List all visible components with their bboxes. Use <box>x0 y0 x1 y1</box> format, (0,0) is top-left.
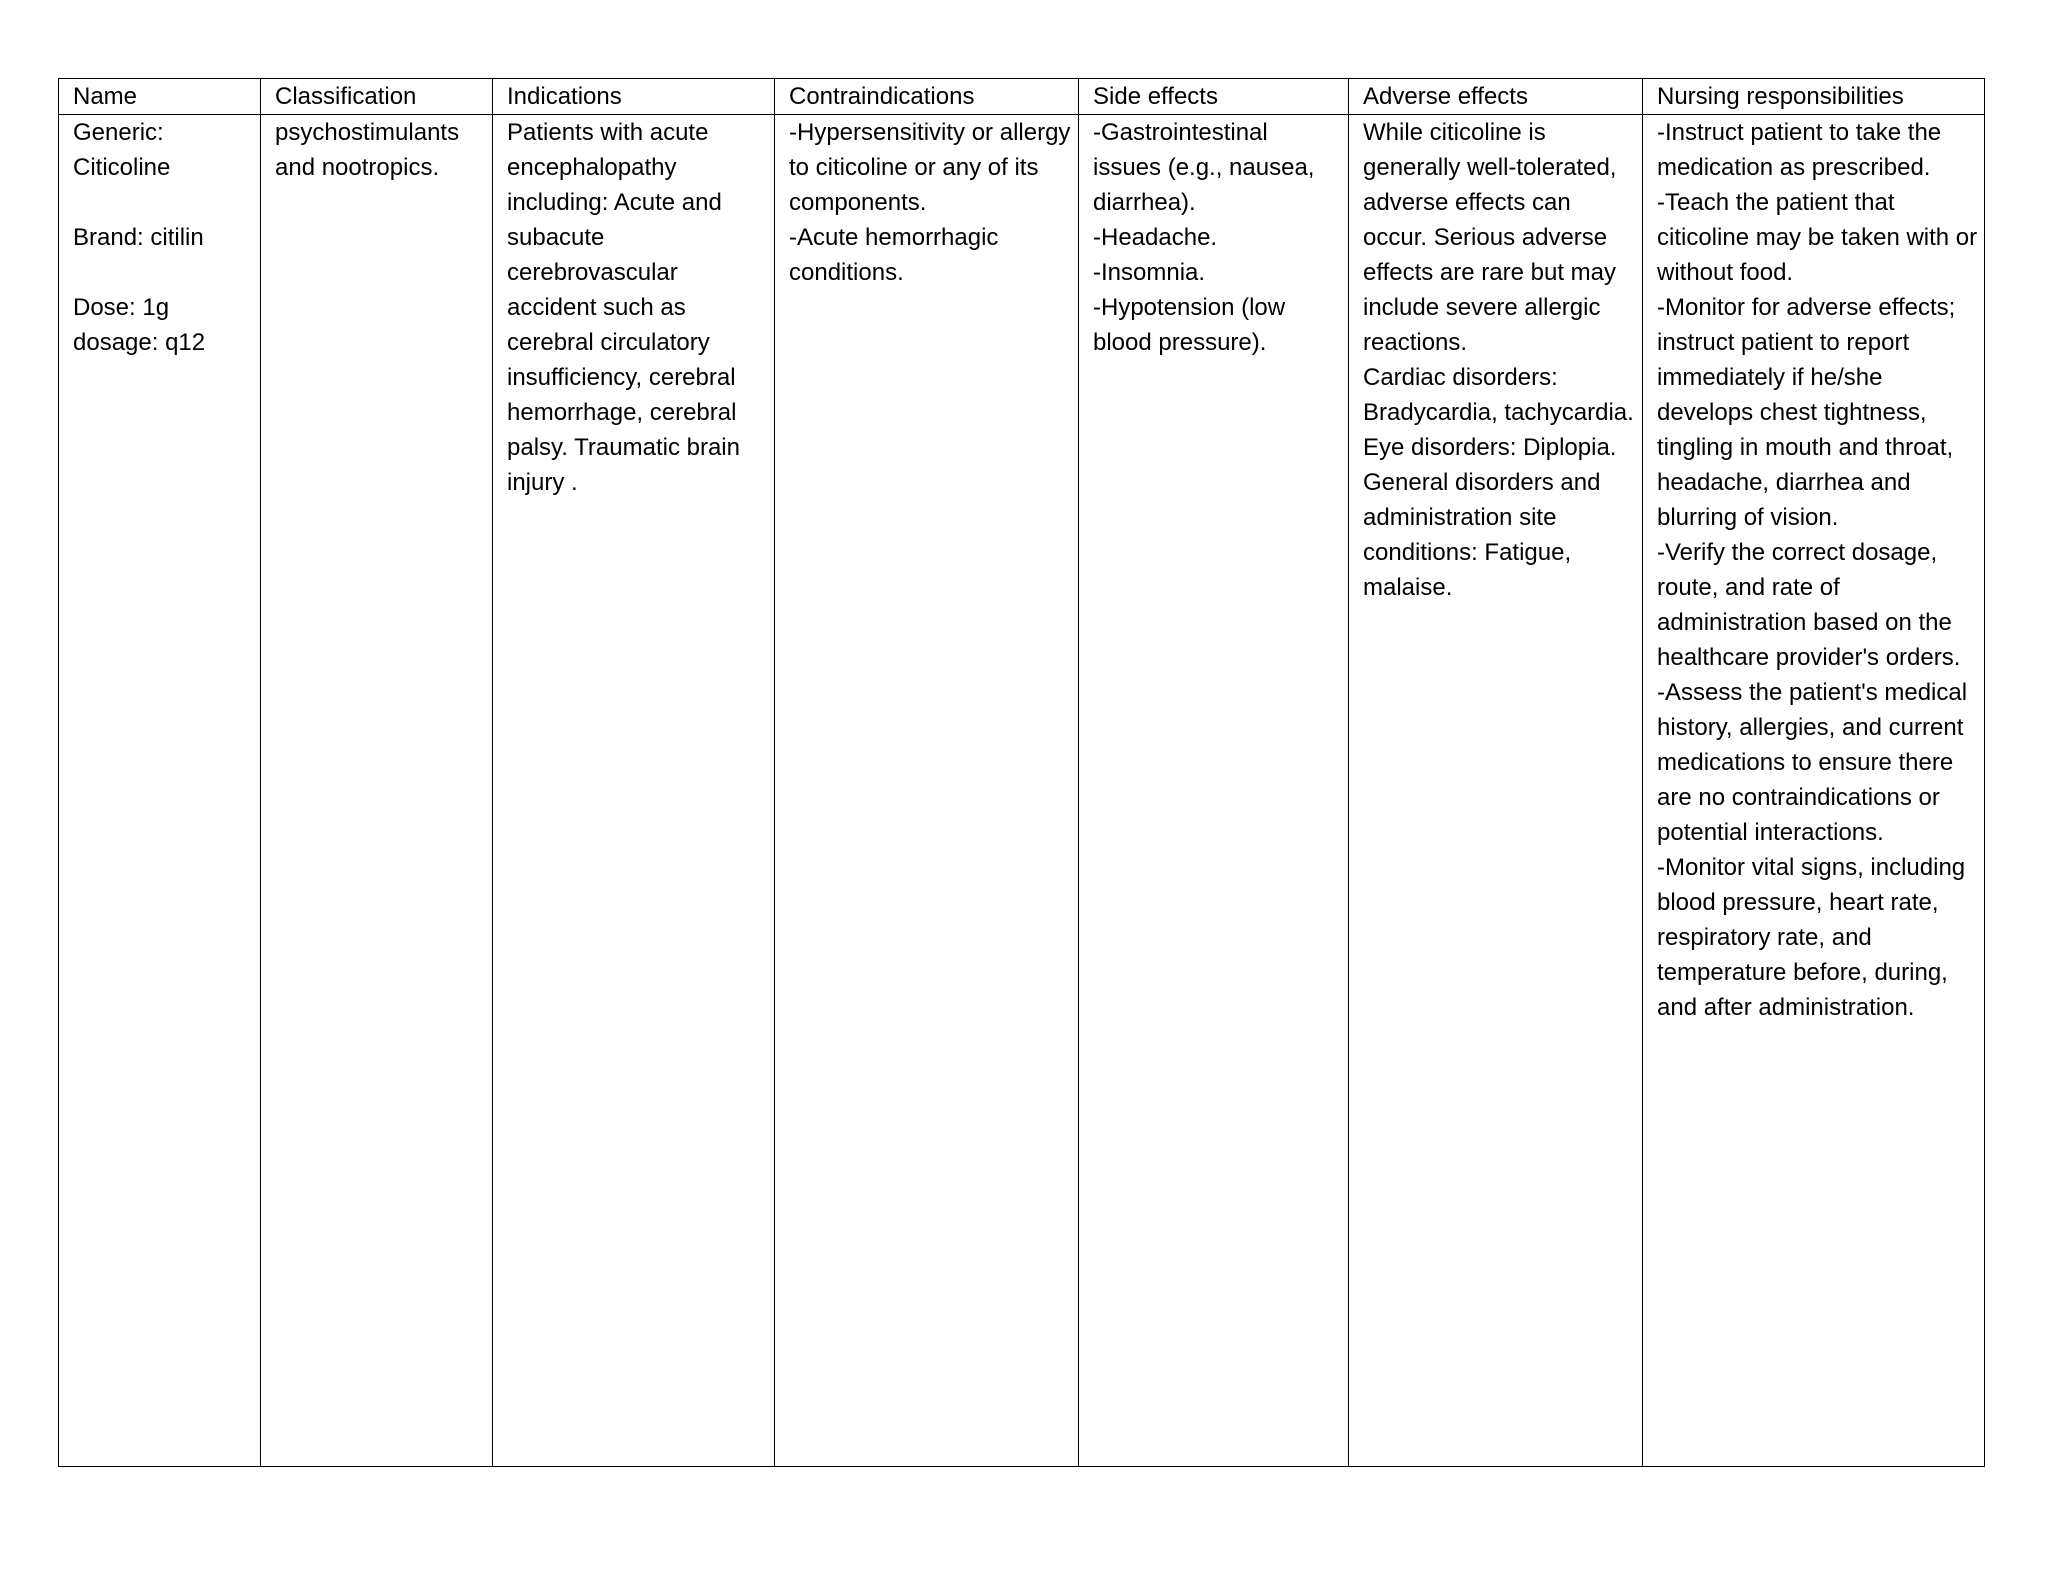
brand-name: Brand: citilin <box>73 224 204 251</box>
adverse-effect-item: Cardiac disorders: Bradycardia, tachycardia. <box>1363 364 1634 426</box>
adverse-effect-item: Eye disorders: Diplopia. <box>1363 434 1617 461</box>
cell-contraindications <box>775 115 1079 1467</box>
cell-classification <box>261 115 493 1467</box>
nursing-item: -Monitor vital signs, including blood pressure, heart rate, respiratory rate, and temperature before, during, and after administration. <box>1657 854 1966 1021</box>
cell-adverse-effects <box>1349 115 1643 1467</box>
cell-nursing-responsibilities <box>1643 115 1985 1467</box>
header-nursing-responsibilities: Nursing responsibilities <box>1643 79 1985 115</box>
spacer <box>73 255 254 290</box>
dose: Dose: 1g <box>73 294 170 321</box>
drug-study-table <box>58 78 1985 1467</box>
header-classification: Classification <box>261 79 493 115</box>
spacer <box>73 185 254 220</box>
adverse-effect-item: General disorders and administration site conditions: Fatigue, malaise. <box>1363 469 1601 601</box>
nursing-item: -Verify the correct dosage, route, and rate of administration based on the healthcare provider's orders. <box>1657 539 1961 671</box>
nursing-item: -Instruct patient to take the medication as prescribed. <box>1657 119 1942 181</box>
cell-name <box>59 115 261 1467</box>
table-row <box>59 115 1985 1467</box>
nursing-item: -Monitor for adverse effects; instruct patient to report immediately if he/she develops chest tightness, tingling in mouth and throat, headache, diarrhea and blurring of vision. <box>1657 294 1956 531</box>
side-effect-item: -Headache. <box>1093 224 1218 251</box>
generic-label: Generic: <box>73 119 164 146</box>
cell-side-effects <box>1079 115 1349 1467</box>
header-side-effects: Side effects <box>1079 79 1349 115</box>
side-effect-item: -Hypotension (low blood pressure). <box>1093 294 1286 356</box>
dosage: dosage: q12 <box>73 329 206 356</box>
side-effect-item: -Gastrointestinal issues (e.g., nausea, diarrhea). <box>1093 119 1315 216</box>
classification-text: psychostimulants and nootropics. <box>275 119 460 181</box>
contraindication-item: -Hypersensitivity or allergy to citicoline or any of its components. <box>789 119 1071 216</box>
generic-name: Citicoline <box>73 154 171 181</box>
header-adverse-effects: Adverse effects <box>1349 79 1643 115</box>
contraindication-item: -Acute hemorrhagic conditions. <box>789 224 999 286</box>
adverse-effect-item: While citicoline is generally well-tolerated, adverse effects can occur. Serious adverse effects are rare but may include severe allergic reactions. <box>1363 119 1617 356</box>
header-contraindications: Contraindications <box>775 79 1079 115</box>
header-name: Name <box>59 79 261 115</box>
side-effect-item: -Insomnia. <box>1093 259 1206 286</box>
header-indications: Indications <box>493 79 775 115</box>
indications-text: Patients with acute encephalopathy including: Acute and subacute cerebrovascular accident such as cerebral circulatory insufficiency, cerebral hemorrhage, cerebral palsy. Traumatic brain injury . <box>507 119 740 496</box>
table-header-row <box>59 79 1985 115</box>
cell-indications <box>493 115 775 1467</box>
nursing-item: -Assess the patient's medical history, allergies, and current medications to ensure there are no contraindications or potential interactions. <box>1657 679 1968 846</box>
nursing-item: -Teach the patient that citicoline may be taken with or without food. <box>1657 189 1978 286</box>
